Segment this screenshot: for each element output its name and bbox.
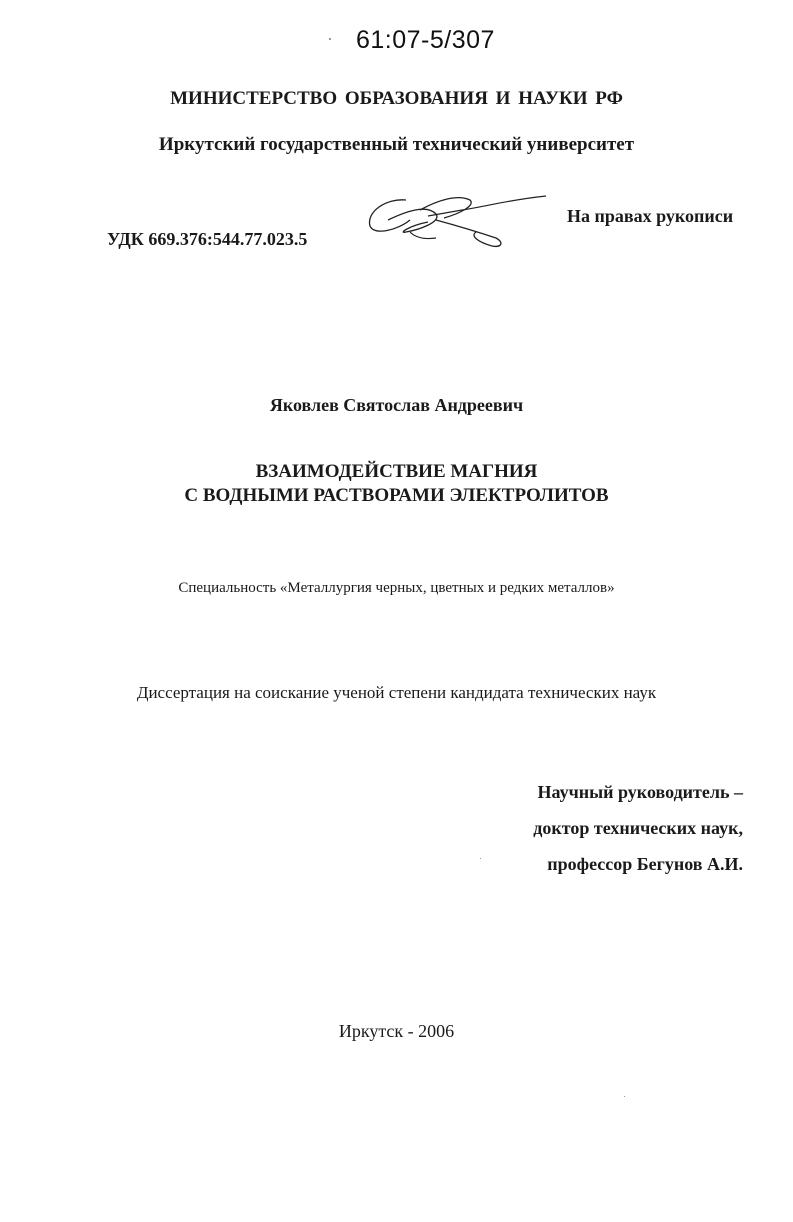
supervisor-name: профессор Бегунов А.И. [547,854,743,874]
archive-code: 61:07-5/307 [356,26,495,54]
supervisor-degree: доктор технических наук, [533,818,743,838]
ministry-heading: МИНИСТЕРСТВО ОБРАЗОВАНИЯ И НАУКИ РФ [170,88,623,109]
manuscript-rights-note: На правах рукописи [567,206,734,226]
scan-speck [624,1096,625,1097]
specialty-line: Специальность «Металлургия черных, цветных и редких металлов» [178,580,615,596]
udk-code: УДК 669.376:544.77.023.5 [107,229,308,249]
title-line-1: ВЗАИМОДЕЙСТВИЕ МАГНИЯ [255,461,538,482]
university-heading: Иркутский государственный технический университет [158,134,635,155]
degree-statement: Диссертация на соискание ученой степени кандидата технических наук [136,683,657,702]
city-year: Иркутск - 2006 [338,1021,455,1041]
title-line-2: С ВОДНЫМИ РАСТВОРАМИ ЭЛЕКТРОЛИТОВ [184,485,609,506]
scan-speck [329,38,331,40]
supervisor-role: Научный руководитель – [537,782,743,802]
author-name: Яковлев Святослав Андреевич [269,395,524,415]
dissertation-title [0,460,793,508]
handwritten-signature [358,186,553,256]
supervisor-block [533,774,743,882]
scan-speck [480,858,481,859]
